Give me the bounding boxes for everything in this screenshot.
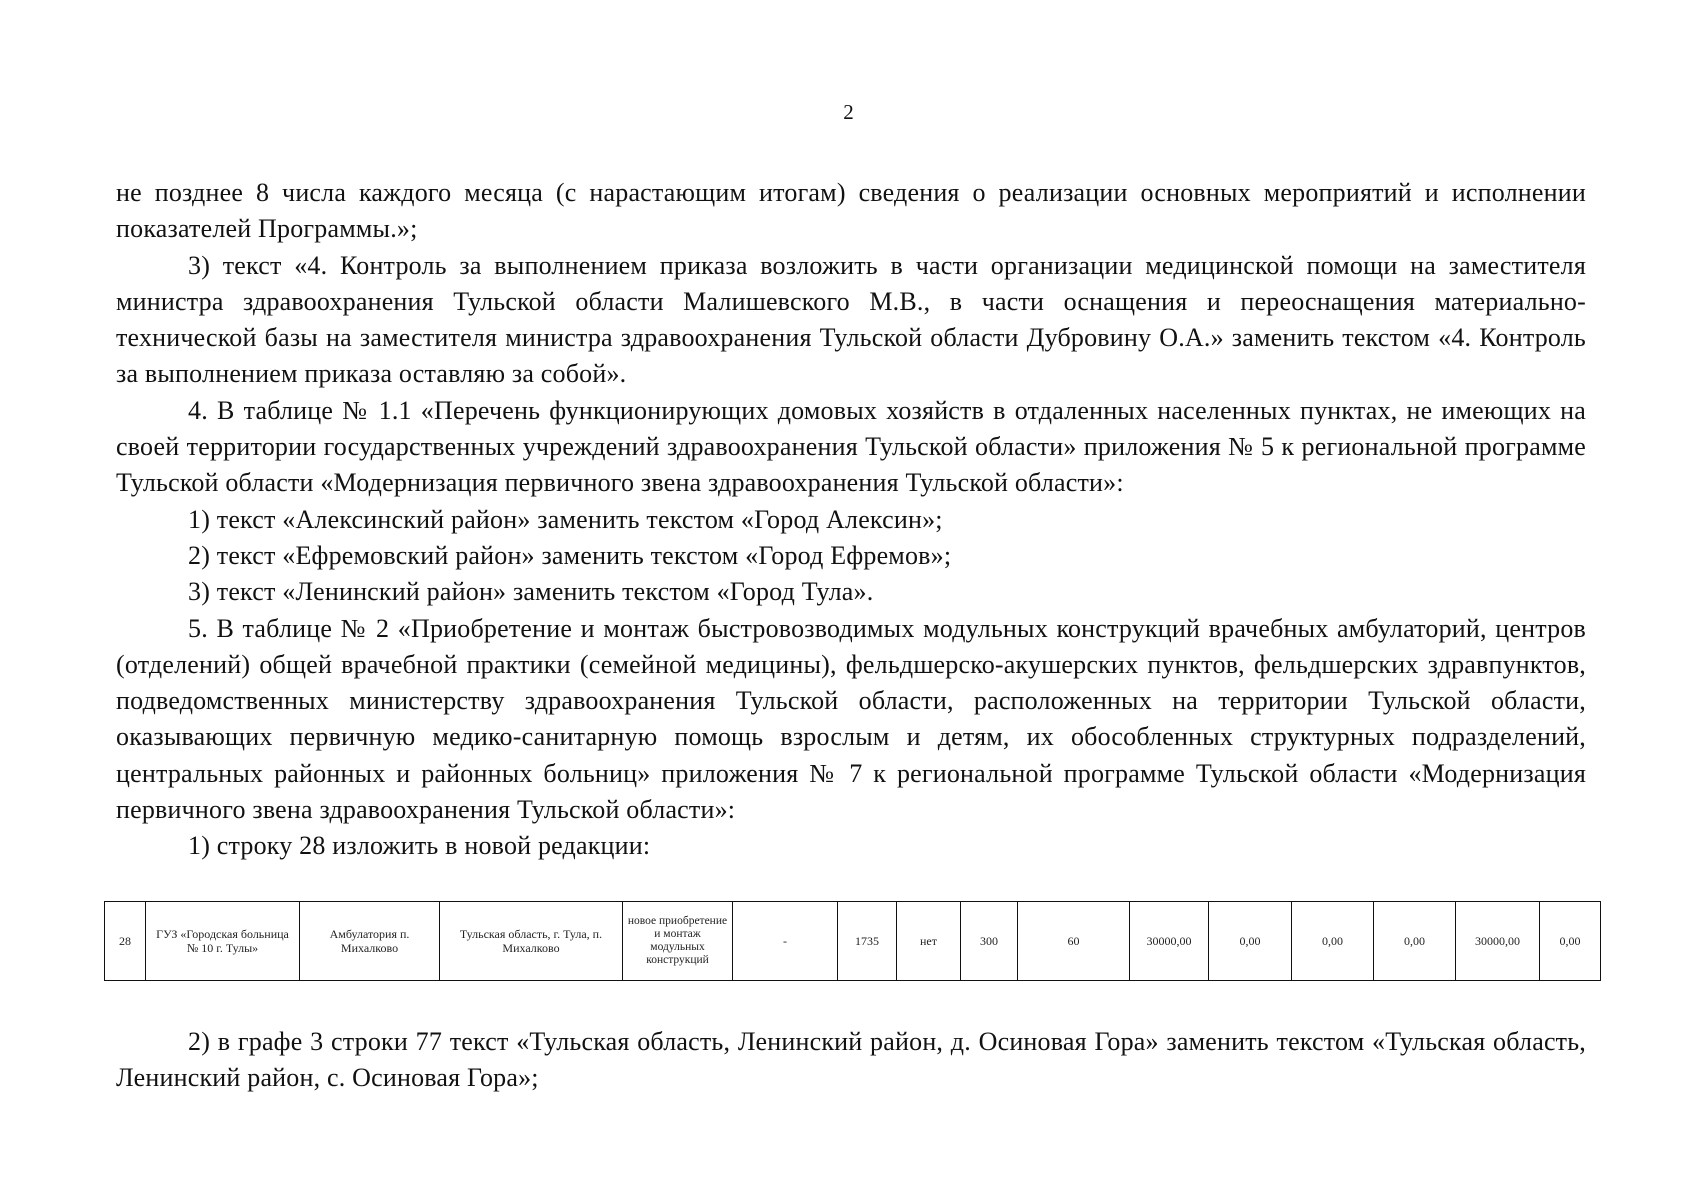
cell-area: 300 xyxy=(961,902,1018,981)
cell-address: Тульская область, г. Тула, п. Михалково xyxy=(440,902,623,981)
cell-facility: Амбулатория п. Михалково xyxy=(300,902,440,981)
paragraph-section-5-item-2: 2) в графе 3 строки 77 текст «Тульская область, Ленинский район, д. Осиновая Гора» заменить текстом «Тульская область, Ленинский район, с. Осиновая Гора»; xyxy=(116,1027,1586,1093)
cell-flag: нет xyxy=(897,902,961,981)
cell-institution: ГУЗ «Городская больница № 10 г. Тулы» xyxy=(146,902,300,981)
cell-value-60: 60 xyxy=(1018,902,1130,981)
replacement-row-table xyxy=(104,901,1601,981)
paragraph-section-4: 4. В таблице № 1.1 «Перечень функционирующих домовых хозяйств в отдаленных населенных пунктах, не имеющих на своей территории государственных учреждений здравоохранения Тульской области» приложения № 5 к региональной программе Тульской области «Модернизация первичного звена здравоохранения Тульской области»: xyxy=(116,395,1586,498)
table-row-28 xyxy=(104,901,1600,981)
paragraph-item-3-control: 3) текст «4. Контроль за выполнением приказа возложить в части организации медицинской помощи на заместителя министра здравоохранения Тульской области Малишевского М.В., в части оснащения и переоснащения материально-технической базы на заместителя министра здравоохранения Тульской области Дубровину О.А.» заменить текстом «4. Контроль за выполнением приказа оставляю за собой». xyxy=(116,250,1586,389)
document-body-top xyxy=(116,175,1586,865)
paragraph-section-4-item-3: 3) текст «Ленинский район» заменить текстом «Город Тула». xyxy=(188,577,874,607)
cell-amount: 0,00 xyxy=(1540,902,1601,981)
cell-total: 30000,00 xyxy=(1130,902,1209,981)
document-body-bottom xyxy=(116,1024,1586,1097)
paragraph-section-4-item-1: 1) текст «Алексинский район» заменить текстом «Город Алексин»; xyxy=(188,504,943,534)
cell-row-number: 28 xyxy=(105,902,146,981)
cell-population: 1735 xyxy=(838,902,897,981)
paragraph-continuation: не позднее 8 числа каждого месяца (с нарастающим итогам) сведения о реализации основных мероприятий и исполнении показателей Программы.»; xyxy=(116,178,1586,244)
table-row xyxy=(105,902,1601,981)
cell-amount: 0,00 xyxy=(1292,902,1374,981)
cell-action: новое приобретение и монтаж модульных конструкций xyxy=(623,902,733,981)
cell-amount-total: 30000,00 xyxy=(1456,902,1540,981)
cell-amount: 0,00 xyxy=(1374,902,1456,981)
page-number: 2 xyxy=(843,100,854,124)
paragraph-section-5-item-1: 1) строку 28 изложить в новой редакции: xyxy=(188,831,651,861)
paragraph-section-5: 5. В таблице № 2 «Приобретение и монтаж быстровозводимых модульных конструкций врачебных амбулаторий, центров (отделений) общей врачебной практики (семейной медицины), фельдшерско-акушерских пунктов, фельдшерских здравпунктов, подведомственных министерству здравоохранения Тульской области, расположенных на территории Тульской области, оказывающих первичную медико-санитарную помощь взрослым и детям, их обособленных структурных подразделений, центральных районных и районных больниц» приложения № 7 к региональной программе Тульской области «Модернизация первичного звена здравоохранения Тульской области»: xyxy=(116,613,1586,825)
cell-dash: - xyxy=(733,902,838,981)
paragraph-section-4-item-2: 2) текст «Ефремовский район» заменить текстом «Город Ефремов»; xyxy=(188,540,952,570)
cell-amount: 0,00 xyxy=(1209,902,1292,981)
